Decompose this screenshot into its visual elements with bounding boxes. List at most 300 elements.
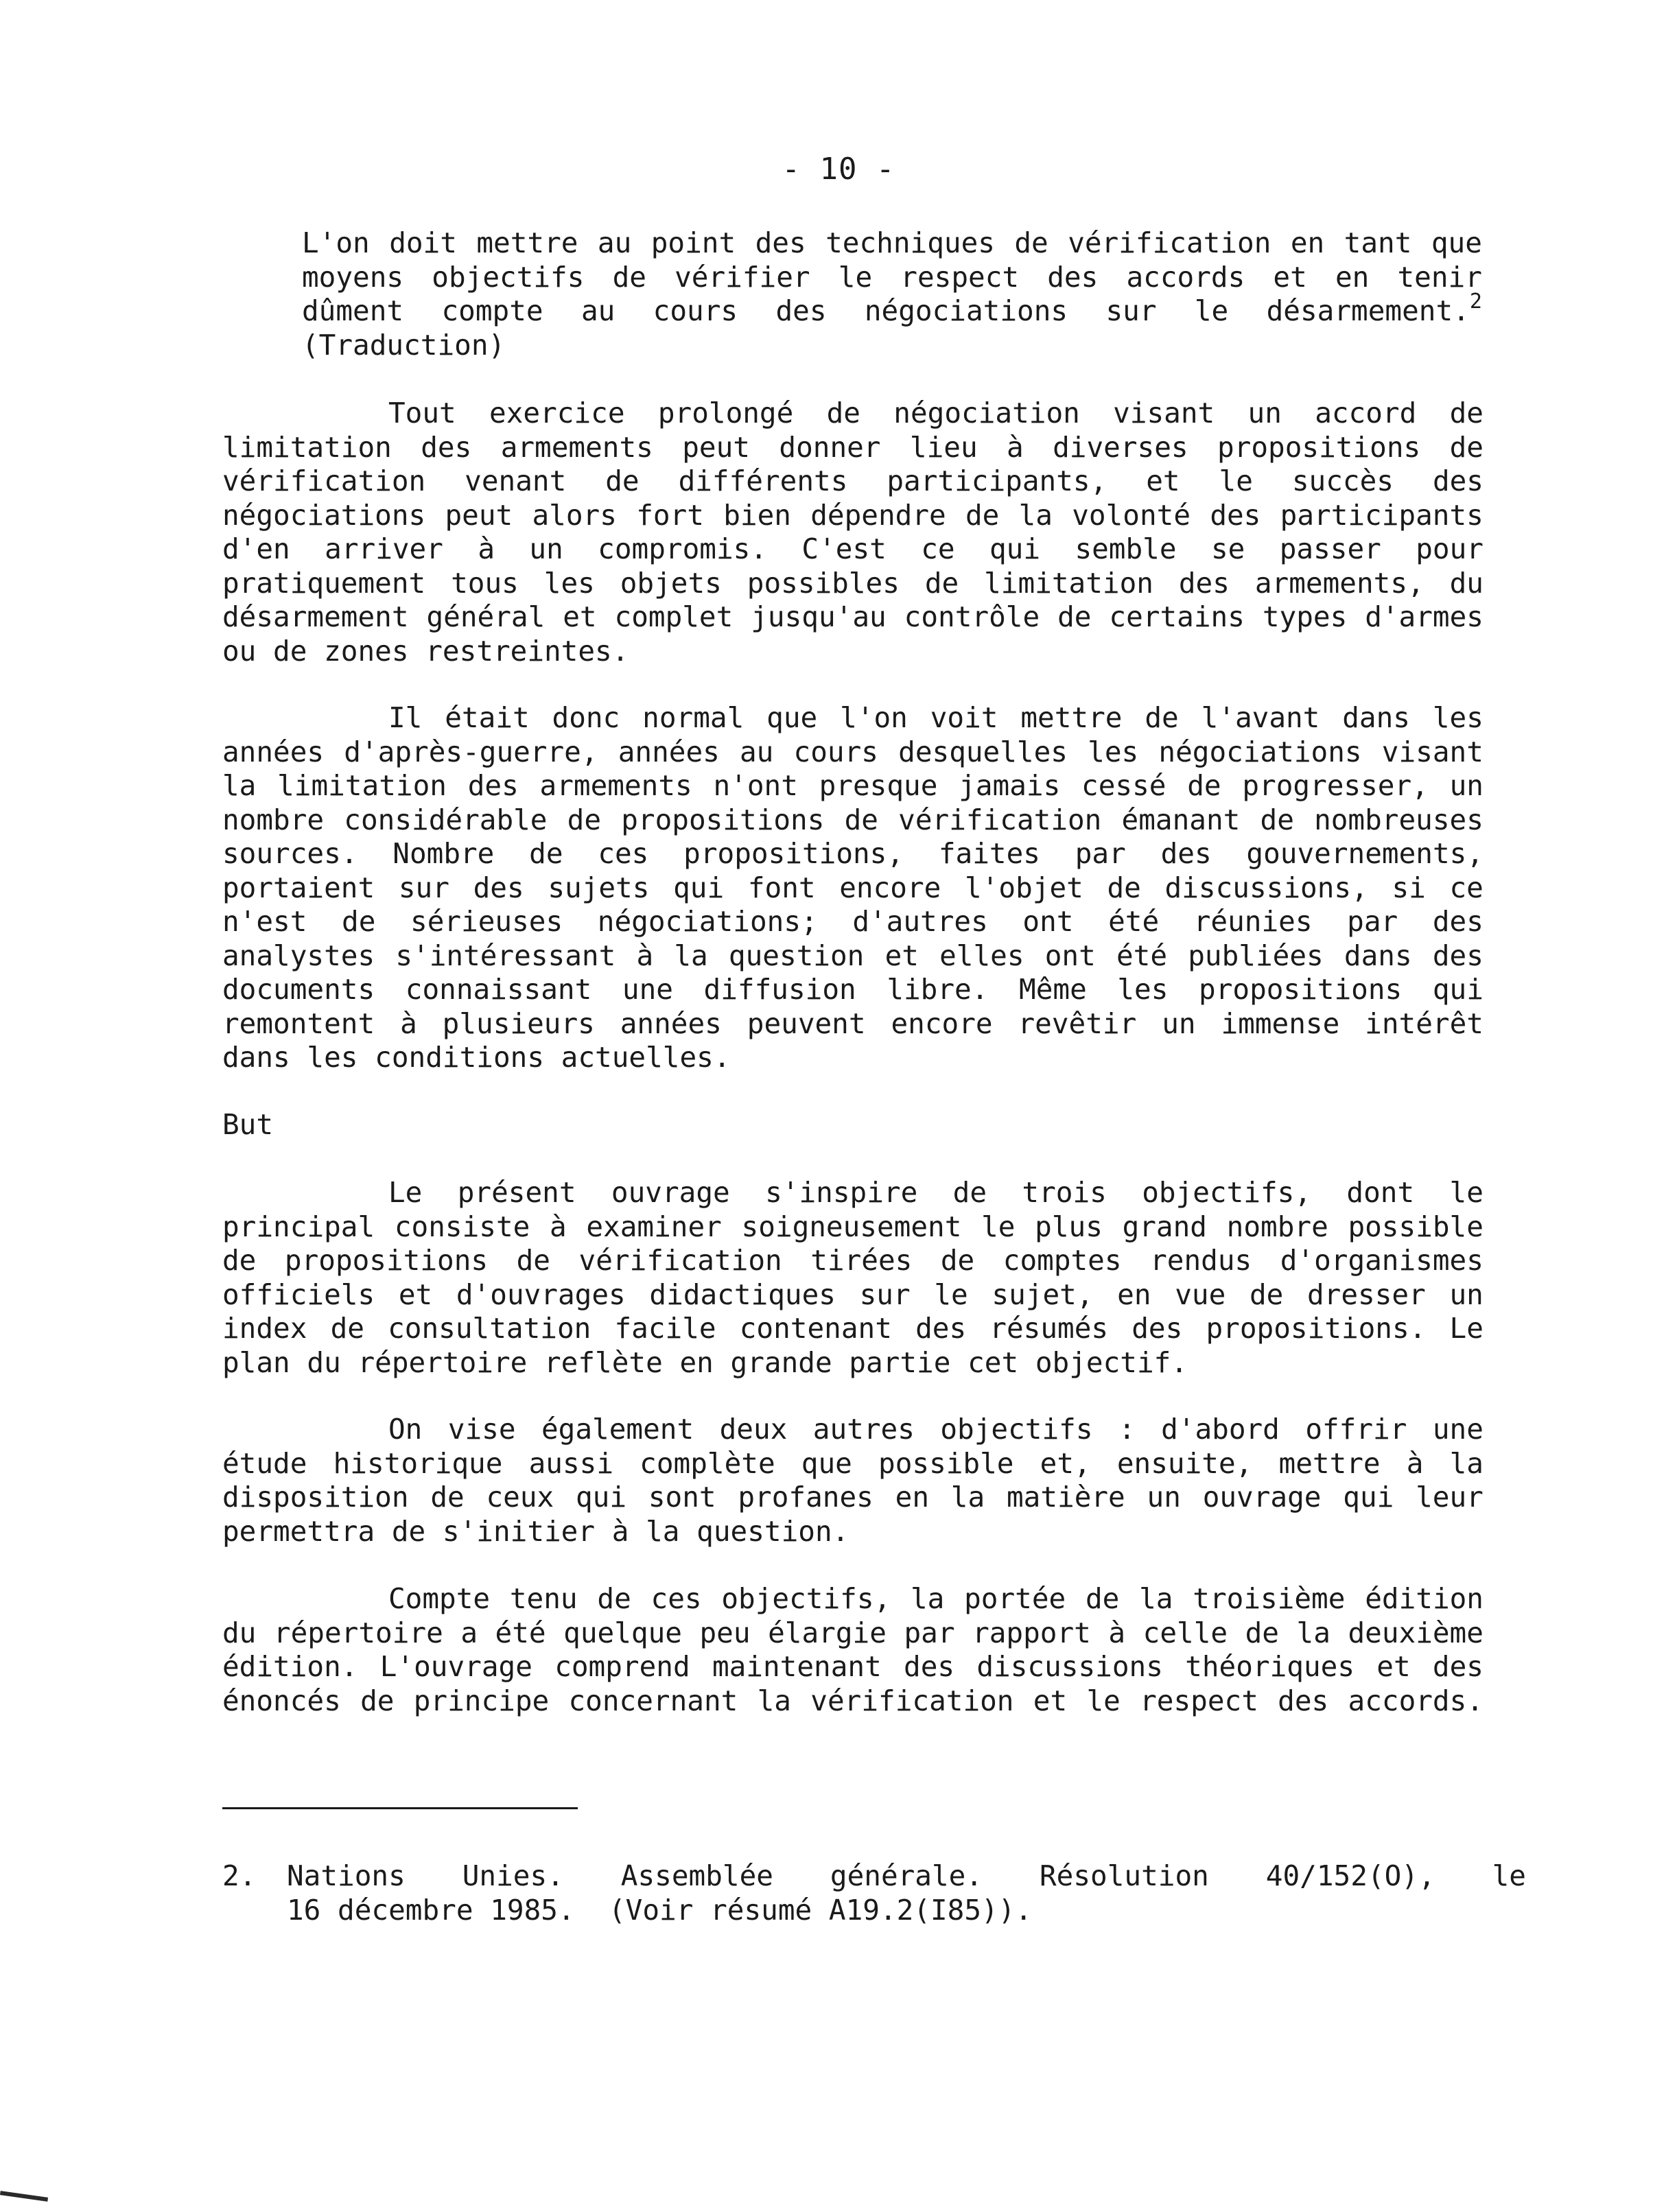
word: des bbox=[1047, 260, 1099, 294]
word: Unies. bbox=[462, 1859, 564, 1892]
word: de bbox=[342, 905, 376, 938]
word: deuxième bbox=[1348, 1616, 1484, 1649]
word: la bbox=[1449, 1446, 1484, 1480]
word: immense bbox=[1221, 1007, 1340, 1040]
word: types bbox=[1262, 600, 1348, 633]
word: armements, bbox=[1254, 566, 1424, 600]
word: par bbox=[904, 1616, 955, 1649]
word: contenant bbox=[739, 1312, 892, 1345]
word: le bbox=[838, 260, 873, 294]
word: disposition bbox=[222, 1481, 409, 1514]
word: comprend bbox=[554, 1650, 690, 1683]
word: sont bbox=[648, 1481, 716, 1514]
word: consultation bbox=[388, 1312, 591, 1345]
word: des bbox=[1432, 1650, 1484, 1683]
word: ouvrage bbox=[1202, 1481, 1322, 1514]
word: à bbox=[1406, 1446, 1424, 1480]
word: L'on bbox=[302, 226, 370, 259]
word: une bbox=[622, 973, 673, 1006]
word: de bbox=[1449, 397, 1484, 430]
quoted-passage bbox=[302, 226, 1482, 362]
paragraph-line bbox=[222, 939, 1484, 974]
word: des bbox=[755, 226, 806, 259]
word: été bbox=[495, 1616, 546, 1649]
word: de bbox=[844, 803, 878, 836]
word: en bbox=[1335, 260, 1370, 294]
word: et bbox=[1376, 1650, 1411, 1683]
word: de bbox=[1085, 1582, 1120, 1615]
word: un bbox=[1449, 769, 1484, 802]
word: armements bbox=[500, 430, 653, 464]
word: intérêt bbox=[1365, 1007, 1484, 1040]
word: succès bbox=[1291, 464, 1394, 497]
word: au bbox=[580, 294, 615, 327]
word: donner bbox=[779, 430, 881, 464]
paragraph-line bbox=[222, 905, 1484, 939]
word: négociations bbox=[1158, 735, 1362, 768]
word: des bbox=[1131, 1312, 1183, 1345]
word: sujet, bbox=[992, 1278, 1094, 1311]
word: propositions, bbox=[683, 837, 904, 870]
word: pour bbox=[1416, 532, 1484, 565]
word: 40/152(O), bbox=[1265, 1859, 1435, 1892]
word: peuvent bbox=[747, 1007, 866, 1040]
word: de bbox=[430, 1481, 465, 1514]
word: de bbox=[1260, 803, 1294, 836]
word: l'on bbox=[840, 701, 908, 734]
word: ensuite, bbox=[1116, 1446, 1253, 1480]
word: de bbox=[1245, 1616, 1279, 1649]
word: de bbox=[529, 837, 563, 870]
word: d'en bbox=[222, 532, 290, 565]
paragraph-4 bbox=[222, 1413, 1484, 1549]
paragraph-line bbox=[222, 1616, 1484, 1651]
word: limitation bbox=[277, 769, 447, 802]
word: d'autres bbox=[852, 905, 988, 938]
word: l'objet bbox=[965, 871, 1083, 904]
word: pratiquement bbox=[222, 566, 426, 600]
quote-line bbox=[302, 261, 1482, 295]
word: de bbox=[360, 1684, 395, 1717]
word: se bbox=[1210, 532, 1245, 565]
word: de bbox=[1449, 430, 1484, 464]
word: point bbox=[650, 226, 736, 259]
word: accords bbox=[1126, 260, 1245, 294]
word: d'après-guerre, bbox=[344, 735, 598, 768]
paragraph-line bbox=[222, 1312, 1484, 1346]
word: d'abord bbox=[1161, 1413, 1280, 1446]
word: possibles bbox=[747, 566, 900, 600]
word: complète bbox=[640, 1446, 775, 1480]
word: à bbox=[1007, 430, 1024, 464]
paragraph-line bbox=[222, 464, 1484, 499]
word: jusqu'au bbox=[751, 600, 887, 633]
word: doit bbox=[389, 226, 457, 259]
word: le bbox=[934, 1278, 968, 1311]
word: troisième bbox=[1193, 1582, 1346, 1615]
word: différents bbox=[678, 464, 848, 497]
word: ce bbox=[1449, 871, 1484, 904]
word: du bbox=[1449, 566, 1484, 600]
paragraph-1 bbox=[222, 397, 1484, 668]
word: ont bbox=[1044, 939, 1096, 972]
word: discussions, bbox=[1164, 871, 1368, 904]
word: encore bbox=[891, 1007, 993, 1040]
paragraph-last-line: permettra de s'initier à la question. bbox=[222, 1514, 849, 1548]
word: : bbox=[1118, 1413, 1136, 1446]
footnote-line: 16 décembre 1985. (Voir résumé A19.2(I85)). bbox=[287, 1893, 1033, 1927]
paragraph-line bbox=[222, 803, 1484, 838]
word: à bbox=[636, 939, 654, 972]
word: facile bbox=[614, 1312, 716, 1345]
word: le bbox=[1492, 1859, 1526, 1892]
word: rapport bbox=[972, 1616, 1091, 1649]
paragraph-line bbox=[222, 1176, 1484, 1210]
word: vérifier bbox=[675, 260, 810, 294]
word: jamais bbox=[959, 769, 1061, 802]
quote-line bbox=[302, 226, 1482, 261]
word: que bbox=[1431, 226, 1482, 259]
word: d'armes bbox=[1365, 600, 1484, 633]
word: sources. bbox=[222, 837, 358, 870]
footnote-number: 2. bbox=[222, 1859, 257, 1892]
word: émanant bbox=[1121, 803, 1241, 836]
word: Il bbox=[388, 701, 423, 734]
word: un bbox=[529, 532, 563, 565]
word: la bbox=[757, 1684, 791, 1717]
word: deux bbox=[719, 1413, 788, 1446]
word: édition. bbox=[222, 1650, 358, 1683]
word: un bbox=[1147, 1481, 1181, 1514]
word: vérification bbox=[222, 464, 426, 497]
word: les bbox=[1432, 701, 1484, 734]
word: la bbox=[950, 1481, 985, 1514]
word: tenu bbox=[509, 1582, 578, 1615]
word: offrir bbox=[1305, 1413, 1407, 1446]
word: Résolution bbox=[1040, 1859, 1209, 1892]
word: examiner bbox=[586, 1210, 722, 1243]
word: s'intéressant bbox=[395, 939, 616, 972]
word: sur bbox=[859, 1278, 911, 1311]
word: diffusion bbox=[703, 973, 856, 1006]
paragraph-line bbox=[222, 532, 1484, 567]
section-heading: But bbox=[222, 1108, 274, 1141]
word: objectifs, bbox=[721, 1582, 891, 1615]
word: ce bbox=[921, 532, 955, 565]
word: certains bbox=[1109, 600, 1245, 633]
word: passer bbox=[1279, 532, 1381, 565]
word: possible bbox=[1348, 1210, 1484, 1243]
word: qui bbox=[989, 532, 1041, 565]
word: arriver bbox=[325, 532, 443, 565]
word: de bbox=[940, 1244, 975, 1277]
word: tant bbox=[1344, 226, 1412, 259]
word: propositions bbox=[621, 803, 825, 836]
word: plus bbox=[1035, 1210, 1103, 1243]
word: nombre bbox=[1226, 1210, 1328, 1243]
word: leur bbox=[1416, 1481, 1484, 1514]
paragraph-2 bbox=[222, 701, 1484, 1075]
word: vue bbox=[1175, 1278, 1226, 1311]
word: que bbox=[766, 701, 818, 734]
word: négociations bbox=[222, 498, 426, 532]
word: participants, bbox=[887, 464, 1107, 497]
word: les bbox=[543, 566, 595, 600]
footnote-reference: 2 bbox=[1469, 290, 1482, 314]
paragraph-last-line: plan du répertoire reflète en grande partie cet objectif. bbox=[222, 1345, 1188, 1379]
word: édition bbox=[1365, 1582, 1484, 1615]
word: par bbox=[1347, 905, 1398, 938]
word: grand bbox=[1122, 1210, 1207, 1243]
word: vise bbox=[447, 1413, 516, 1446]
word: vérification bbox=[1068, 226, 1271, 259]
word: le bbox=[1219, 464, 1253, 497]
word: visant bbox=[1113, 397, 1215, 430]
word: le bbox=[1086, 1684, 1121, 1717]
word: Nombre bbox=[392, 837, 495, 870]
word: dans bbox=[1342, 701, 1410, 734]
word: complet bbox=[614, 600, 734, 633]
word: presque bbox=[819, 769, 938, 802]
word: de bbox=[516, 1244, 550, 1277]
word: consiste bbox=[394, 1210, 530, 1243]
word: fort bbox=[636, 498, 704, 532]
word: l'avant bbox=[1201, 701, 1320, 734]
word: cours bbox=[653, 294, 738, 327]
word: On bbox=[388, 1413, 423, 1446]
word: de bbox=[924, 566, 959, 600]
paragraph-line bbox=[222, 837, 1484, 871]
word: de bbox=[1057, 600, 1092, 633]
word: énoncés bbox=[222, 1684, 341, 1717]
word: que bbox=[801, 1446, 852, 1480]
word: des bbox=[904, 1650, 955, 1683]
word: aussi bbox=[528, 1446, 613, 1480]
page-number: - 10 - bbox=[782, 152, 895, 187]
word: et bbox=[1033, 1684, 1068, 1717]
paragraph-line bbox=[222, 973, 1484, 1007]
word: principal bbox=[222, 1210, 375, 1243]
word: prolongé bbox=[657, 397, 794, 430]
word: armements bbox=[539, 769, 692, 802]
word: des bbox=[775, 294, 827, 327]
word: de bbox=[952, 1176, 987, 1209]
word: négociations bbox=[864, 294, 1068, 327]
word: des bbox=[1278, 1684, 1329, 1717]
word: comptes bbox=[1002, 1244, 1122, 1277]
word: propositions bbox=[1199, 973, 1403, 1006]
word: bien bbox=[723, 498, 791, 532]
paragraph-line bbox=[222, 1210, 1484, 1245]
word: volonté bbox=[1072, 498, 1191, 532]
paragraph-line bbox=[222, 1650, 1484, 1684]
paragraph-last-line: dans les conditions actuelles. bbox=[222, 1041, 731, 1074]
word: étude bbox=[222, 1446, 307, 1480]
word: été bbox=[1116, 939, 1168, 972]
word: profanes bbox=[738, 1481, 873, 1514]
word: de bbox=[1187, 769, 1221, 802]
paragraph-line bbox=[222, 1447, 1484, 1481]
word: et, bbox=[1040, 1446, 1091, 1480]
word: techniques bbox=[825, 226, 995, 259]
word: vérification bbox=[810, 1684, 1014, 1717]
word: désarmement.$^2$ bbox=[1266, 290, 1482, 327]
paragraph-line bbox=[222, 1684, 1484, 1719]
word: vérification bbox=[578, 1244, 782, 1277]
word: connaissant bbox=[405, 973, 592, 1006]
word: au bbox=[597, 226, 632, 259]
paragraph-line bbox=[222, 701, 1484, 736]
paragraph-line bbox=[222, 1244, 1484, 1278]
word: contrôle bbox=[904, 600, 1040, 633]
word: et bbox=[1273, 260, 1307, 294]
word: exercice bbox=[489, 397, 625, 430]
word: sur bbox=[398, 871, 449, 904]
word: qui bbox=[1343, 1481, 1394, 1514]
word: Même bbox=[1019, 973, 1087, 1006]
quote-line bbox=[302, 290, 1482, 329]
word: d'organismes bbox=[1280, 1244, 1484, 1277]
paragraph-line bbox=[222, 1481, 1484, 1515]
word: matière bbox=[1006, 1481, 1125, 1514]
word: des bbox=[1432, 939, 1484, 972]
word: élargie bbox=[768, 1616, 887, 1649]
word: de bbox=[1107, 871, 1141, 904]
word: peut bbox=[445, 498, 513, 532]
word: revêtir bbox=[1018, 1007, 1137, 1040]
word: réunies bbox=[1193, 905, 1313, 938]
word: de bbox=[597, 1582, 631, 1615]
paragraph-line bbox=[222, 431, 1484, 465]
word: rendus bbox=[1150, 1244, 1252, 1277]
word: maintenant bbox=[712, 1650, 882, 1683]
word: sur bbox=[1105, 294, 1157, 327]
paragraph-last-line: ou de zones restreintes. bbox=[222, 634, 629, 668]
word: années bbox=[618, 735, 720, 768]
word: par bbox=[1075, 837, 1126, 870]
word: de bbox=[826, 397, 860, 430]
paragraph-line bbox=[222, 1278, 1484, 1313]
word: des bbox=[1160, 837, 1212, 870]
scan-margin-mark bbox=[0, 2191, 48, 2202]
word: objectifs bbox=[940, 1413, 1093, 1446]
paragraph-line bbox=[222, 397, 1484, 431]
word: objets bbox=[620, 566, 722, 600]
word: discussions bbox=[976, 1650, 1163, 1683]
word: la bbox=[1018, 498, 1053, 532]
word: répertoire bbox=[273, 1616, 443, 1649]
word: la bbox=[910, 1582, 945, 1615]
word: sérieuses bbox=[410, 905, 563, 938]
footnote-text bbox=[287, 1859, 1526, 1927]
word: s'inspire bbox=[765, 1176, 918, 1209]
word: Assemblée bbox=[620, 1859, 773, 1892]
word: général bbox=[426, 600, 546, 633]
word: soigneusement bbox=[741, 1210, 962, 1243]
word: ceux bbox=[486, 1481, 554, 1514]
word: Nations bbox=[287, 1859, 406, 1892]
word: de bbox=[605, 464, 640, 497]
paragraph-line bbox=[222, 567, 1484, 601]
word: tenir bbox=[1397, 260, 1482, 294]
word: Tout bbox=[388, 397, 456, 430]
footnote-divider bbox=[222, 1807, 578, 1809]
word: propositions bbox=[1217, 430, 1421, 464]
word: la bbox=[1139, 1582, 1173, 1615]
word: les bbox=[1117, 973, 1169, 1006]
word: limitation bbox=[984, 566, 1153, 600]
word: tous bbox=[451, 566, 519, 600]
word: la bbox=[1296, 1616, 1330, 1649]
word: et bbox=[1146, 464, 1180, 497]
word: limitation bbox=[222, 430, 392, 464]
word: participants bbox=[1280, 498, 1484, 532]
word: et bbox=[563, 600, 597, 633]
word: alors bbox=[532, 498, 617, 532]
word: cessé bbox=[1081, 769, 1166, 802]
word: dans bbox=[1344, 939, 1412, 972]
word: celle bbox=[1142, 1616, 1228, 1649]
word: quelque bbox=[563, 1616, 682, 1649]
word: desquelles bbox=[898, 735, 1068, 768]
footnote-line bbox=[287, 1859, 1526, 1894]
word: qui bbox=[576, 1481, 627, 1514]
word: ces bbox=[650, 1582, 702, 1615]
word: L'ouvrage bbox=[379, 1650, 532, 1683]
word: principe bbox=[413, 1684, 550, 1717]
word: portée bbox=[964, 1582, 1066, 1615]
word: cours bbox=[793, 735, 878, 768]
word: en bbox=[895, 1481, 930, 1514]
word: du bbox=[222, 1616, 257, 1649]
word: été bbox=[1108, 905, 1160, 938]
word: venant bbox=[465, 464, 567, 497]
paragraph-5 bbox=[222, 1582, 1484, 1718]
word: analystes bbox=[222, 939, 375, 972]
word: des bbox=[1432, 905, 1484, 938]
word: dépendre bbox=[810, 498, 946, 532]
word: libre. bbox=[887, 973, 989, 1006]
word: objectifs, bbox=[1142, 1176, 1312, 1209]
word: qui bbox=[1432, 973, 1484, 1006]
word: plusieurs bbox=[442, 1007, 595, 1040]
word: de bbox=[567, 803, 602, 836]
word: ces bbox=[598, 837, 649, 870]
word: possible bbox=[878, 1446, 1014, 1480]
word: également bbox=[541, 1413, 694, 1446]
word: années bbox=[222, 735, 325, 768]
paragraph-line bbox=[222, 871, 1484, 906]
word: à bbox=[550, 1210, 567, 1243]
word: Le bbox=[388, 1176, 423, 1209]
word: mettre bbox=[1278, 1446, 1381, 1480]
word: de bbox=[1249, 1278, 1284, 1311]
word: didactiques bbox=[649, 1278, 836, 1311]
word: le bbox=[1194, 294, 1229, 327]
word: présent bbox=[457, 1176, 576, 1209]
word: et bbox=[884, 939, 919, 972]
word: des bbox=[1432, 464, 1484, 497]
word: Le bbox=[1449, 1312, 1484, 1345]
word: elles bbox=[939, 939, 1024, 972]
word: de bbox=[965, 498, 1000, 532]
word: mettre bbox=[1020, 701, 1123, 734]
word: un bbox=[1162, 1007, 1196, 1040]
word: en bbox=[1117, 1278, 1151, 1311]
word: était bbox=[445, 701, 530, 734]
word: le bbox=[1449, 1176, 1484, 1209]
word: historique bbox=[333, 1446, 503, 1480]
